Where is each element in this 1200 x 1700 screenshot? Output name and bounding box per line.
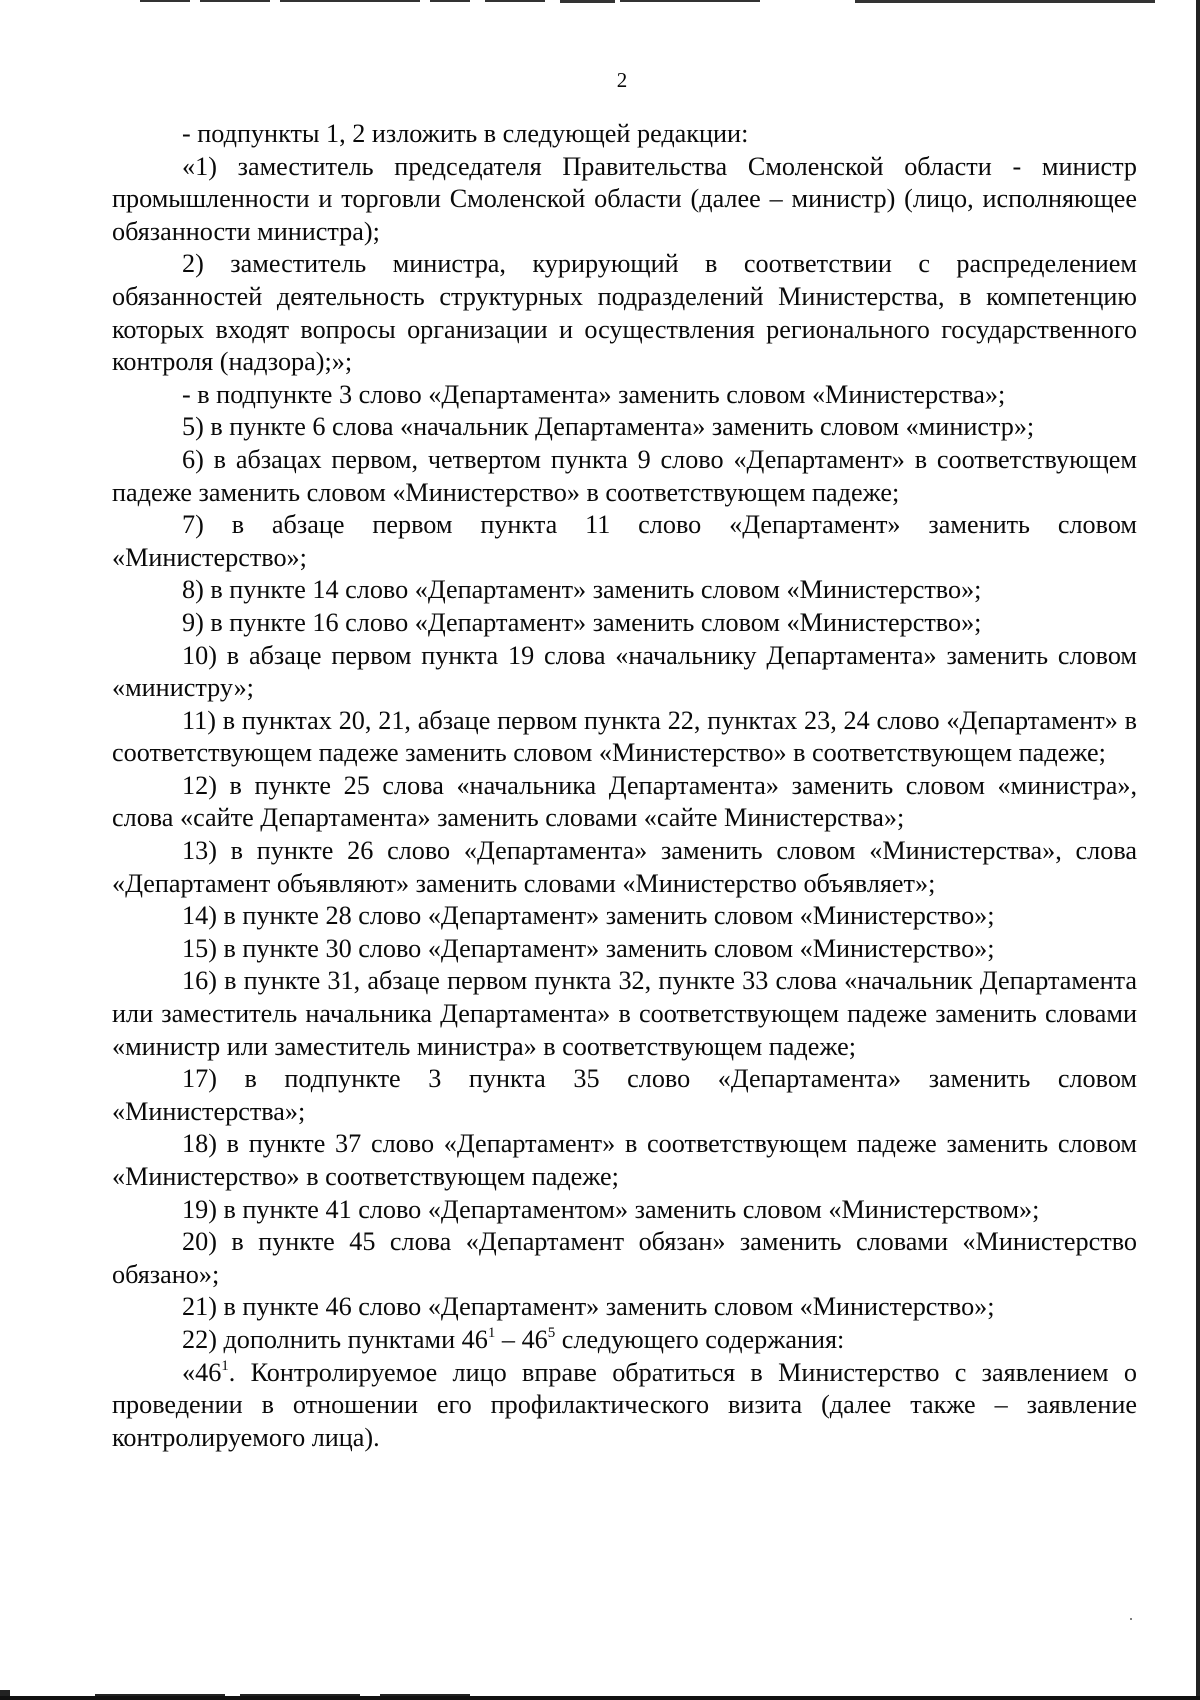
paragraph [112,1357,1137,1455]
text-segment: следующего содержания: [555,1324,845,1354]
superscript: 5 [547,1324,556,1341]
paragraph: 5) в пункте 6 слова «начальник Департамента» заменить словом «министр»; [182,412,1035,442]
paragraph: 11) в пунктах 20, 21, абзаце первом пункта 22, пунктах 23, 24 слово «Департамент» в соответствующем падеже заменить словом «Министерство» в соответствующем падеже; [112,705,1137,768]
scan-speck [1130,1618,1132,1620]
document-body [112,118,1137,1454]
text-segment: «46 [182,1357,222,1387]
page-number: 2 [616,68,628,92]
paragraph: 2) заместитель министра, курирующий в соответствии с распределением обязанностей деятельность структурных подразделений Министерства, в компетенцию которых входят вопросы организации и осуществления регионального государственного контроля (надзора);»; [112,249,1137,377]
paragraph: 8) в пункте 14 слово «Департамент» заменить словом «Министерство»; [182,575,982,605]
text-segment: . Контролируемое лицо вправе обратиться в Министерство с заявлением о проведении в отношении его профилактического визита (далее также – заявление контролируемого лица). [112,1357,1137,1452]
text-segment: – 46 [495,1324,548,1354]
paragraph: 10) в абзаце первом пункта 19 слова «начальнику Департамента» заменить словом «министру»; [112,640,1137,703]
text-segment: 22) дополнить пунктами 46 [182,1324,488,1354]
paragraph: - подпункты 1, 2 изложить в следующей редакции: [182,119,749,148]
paragraph: 16) в пункте 31, абзаце первом пункта 32, пункте 33 слова «начальник Департамента или заместитель начальника Департамента» в соответствующем падеже заменить словами «министр или заместитель министра» в соответствующем падеже; [112,966,1137,1061]
paragraph: 21) в пункте 46 слово «Департамент» заменить словом «Министерство»; [182,1292,995,1322]
scan-artifact-right-edge [1196,0,1200,1700]
paragraph: 15) в пункте 30 слово «Департамент» заменить словом «Министерство»; [182,933,995,963]
paragraph: 18) в пункте 37 слово «Департамент» в соответствующем падеже заменить словом «Министерство» в соответствующем падеже; [112,1129,1137,1191]
paragraph: 19) в пункте 41 слово «Департаментом» заменить словом «Министерством»; [182,1194,1040,1224]
scan-artifact-bottom [0,1692,1200,1700]
superscript: 1 [487,1324,496,1341]
paragraph: - в подпункте 3 слово «Департамента» заменить словом «Министерства»; [182,379,1006,409]
paragraph [112,1324,1137,1357]
paragraph: 14) в пункте 28 слово «Департамент» заменить словом «Министерство»; [182,901,995,931]
paragraph: 13) в пункте 26 слово «Департамента» заменить словом «Министерства», слова «Департамент объявляют» заменить словами «Министерство объявляет»; [112,836,1137,898]
paragraph: 17) в подпункте 3 пункта 35 слово «Департамента» заменить словом «Министерства»; [112,1064,1137,1126]
superscript: 1 [221,1357,229,1374]
scan-artifact-top [140,0,1160,3]
paragraph: 12) в пункте 25 слова «начальника Департамента» заменить словом «министра», слова «сайте Департамента» заменить словами «сайте Министерства»; [112,770,1137,833]
paragraph: 7) в абзаце первом пункта 11 слово «Департамент» заменить словом «Министерство»; [112,510,1137,572]
paragraph: 6) в абзацах первом, четвертом пункта 9 слово «Департамент» в соответствующем падеже заменить словом «Министерство» в соответствующем падеже; [112,444,1137,507]
paragraph: «1) заместитель председателя Правительства Смоленской области - министр промышленности и торговли Смоленской области (далее – министр) (лицо, исполняющее обязанности министра); [112,151,1137,246]
paragraph: 9) в пункте 16 слово «Департамент» заменить словом «Министерство»; [182,607,982,637]
paragraph: 20) в пункте 45 слова «Департамент обязан» заменить словами «Министерство обязано»; [112,1227,1137,1289]
